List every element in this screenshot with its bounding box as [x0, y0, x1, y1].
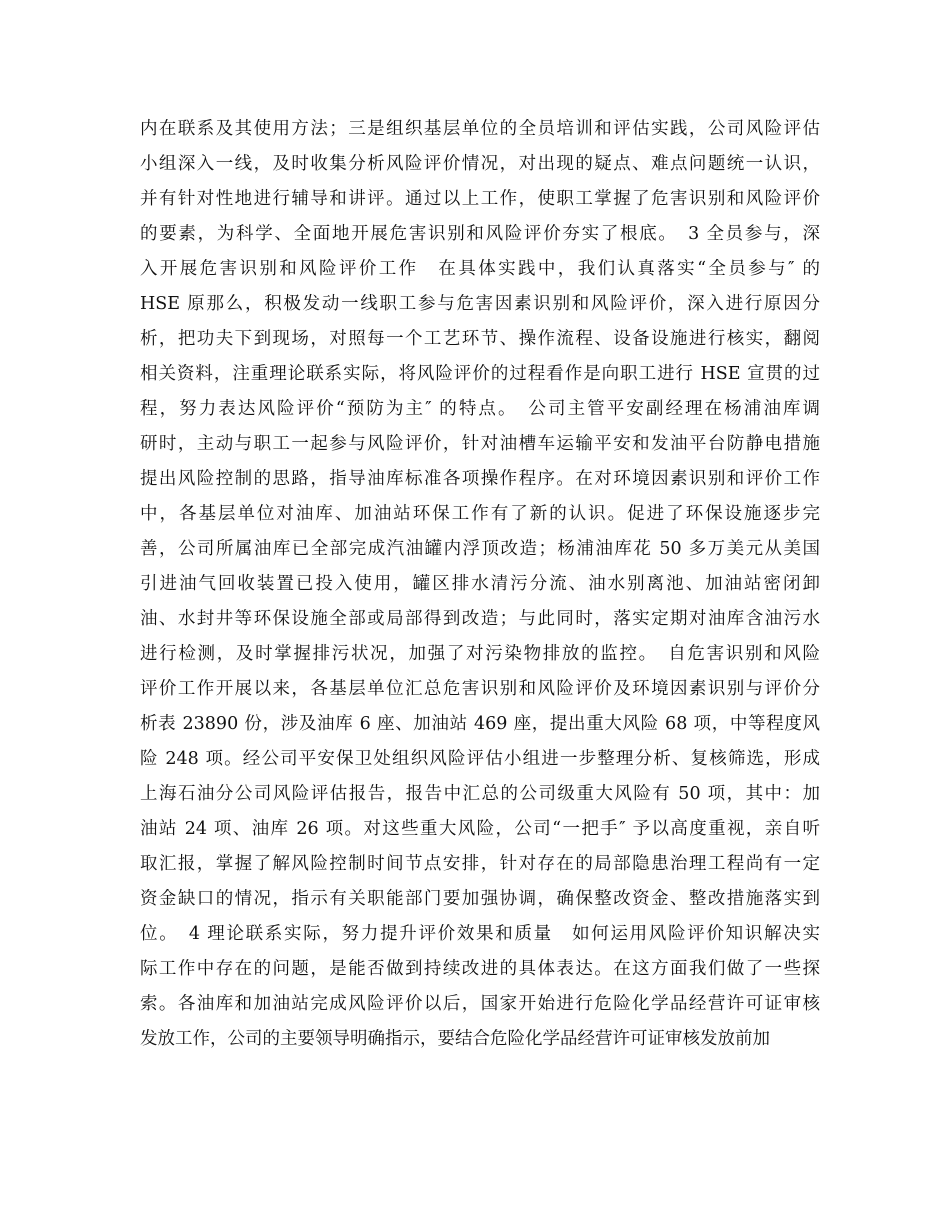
text-line: 油站 24 项、油库 26 项。对这些重大风险，公司“一把手″ 予以高度重视，亲自听: [140, 819, 820, 839]
text-line: 小组深入一线，及时收集分析风险评价情况，对出现的疑点、难点问题统一认识，: [140, 154, 820, 174]
body-text: [140, 112, 820, 1057]
text-line: 提出风险控制的思路，指导油库标准各项操作程序。在对环境因素识别和评价工作: [140, 469, 820, 489]
text-line: 析，把功夫下到现场，对照每一个工艺环节、操作流程、设备设施进行核实，翻阅: [140, 329, 820, 349]
text-line: 位。 4 理论联系实际，努力提升评价效果和质量 如何运用风险评价知识解决实: [140, 924, 820, 944]
text-line: 资金缺口的情况，指示有关职能部门要加强协调，确保整改资金、整改措施落实到: [140, 889, 820, 909]
text-line: 险 248 项。经公司平安保卫处组织风险评估小组进一步整理分析、复核筛选，形成: [140, 749, 820, 769]
text-line: 研时，主动与职工一起参与风险评价，针对油槽车运输平安和发油平台防静电措施: [140, 434, 820, 454]
text-line: 取汇报，掌握了解风险控制时间节点安排，针对存在的局部隐患治理工程尚有一定: [140, 854, 820, 874]
text-line: 程，努力表达风险评价“预防为主″ 的特点。 公司主管平安副经理在杨浦油库调: [140, 399, 820, 419]
text-line: 上海石油分公司风险评估报告，报告中汇总的公司级重大风险有 50 项，其中：加: [140, 784, 820, 804]
text-line: 油、水封井等环保设施全部或局部得到改造；与此同时，落实定期对油库含油污水: [140, 609, 820, 629]
text-line: 际工作中存在的问题，是能否做到持续改进的具体表达。在这方面我们做了一些探: [140, 959, 820, 979]
text-line: 相关资料，注重理论联系实际，将风险评价的过程看作是向职工进行 HSE 宣贯的过: [140, 364, 820, 384]
text-line: 评价工作开展以来，各基层单位汇总危害识别和风险评价及环境因素识别与评价分: [140, 679, 820, 699]
text-line: 内在联系及其使用方法；三是组织基层单位的全员培训和评估实践，公司风险评估: [140, 119, 820, 139]
text-line: 引进油气回收装置已投入使用，罐区排水清污分流、油水别离池、加油站密闭卸: [140, 574, 820, 594]
text-line: 并有针对性地进行辅导和讲评。通过以上工作，使职工掌握了危害识别和风险评价: [140, 189, 820, 209]
text-line: 进行检测，及时掌握排污状况，加强了对污染物排放的监控。 自危害识别和风险: [140, 644, 820, 664]
text-line: 中，各基层单位对油库、加油站环保工作有了新的认识。促进了环保设施逐步完: [140, 504, 820, 524]
text-line: 发放工作，公司的主要领导明确指示，要结合危险化学品经营许可证审核发放前加: [140, 1029, 770, 1049]
text-line: HSE 原那么，积极发动一线职工参与危害因素识别和风险评价，深入进行原因分: [140, 294, 820, 314]
text-line: 善，公司所属油库已全部完成汽油罐内浮顶改造；杨浦油库花 50 多万美元从美国: [140, 539, 820, 559]
text-line: 入开展危害识别和风险评价工作 在具体实践中，我们认真落实“全员参与″ 的: [140, 259, 820, 279]
text-line: 析表 23890 份，涉及油库 6 座、加油站 469 座，提出重大风险 68 项，中等程度风: [140, 714, 820, 734]
text-line: 的要素，为科学、全面地开展危害识别和风险评价夯实了根底。 3 全员参与，深: [140, 224, 820, 244]
text-line: 索。各油库和加油站完成风险评价以后，国家开始进行危险化学品经营许可证审核: [140, 994, 820, 1014]
